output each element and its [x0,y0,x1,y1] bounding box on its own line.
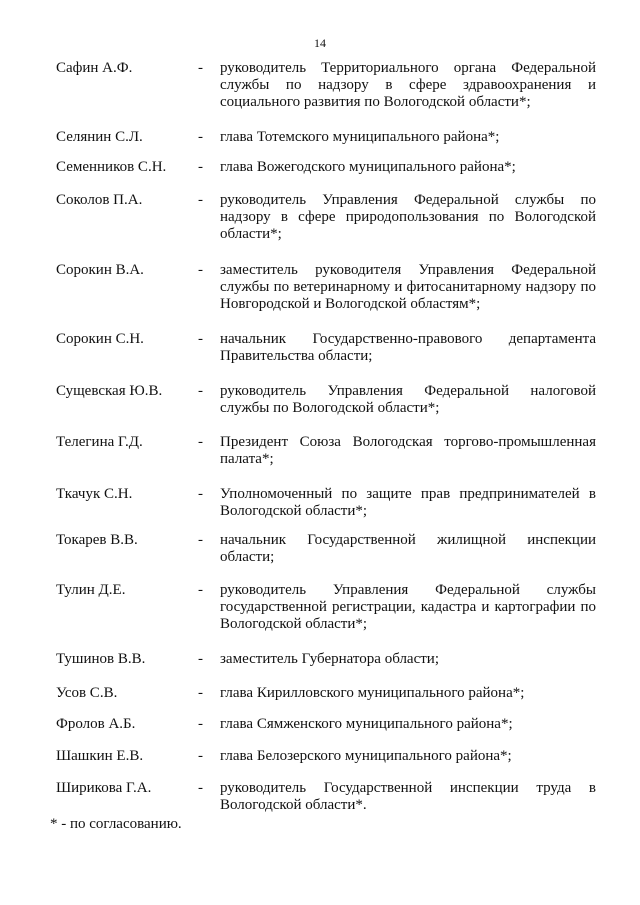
footnote: * - по согласованию. [50,816,182,832]
dash: - [198,486,203,502]
dash: - [198,582,203,598]
list-entry [56,582,616,633]
list-entry [56,486,616,520]
list-entry [56,651,616,668]
person-role: руководитель Государственной инспекции труда в Вологодской области*. [220,780,596,813]
person-name: Тулин Д.Е. [56,582,126,598]
person-role: глава Сямженского муниципального района*; [220,716,513,732]
person-role: заместитель руководителя Управления Федеральной службы по ветеринарному и фитосанитарному надзору по Новгородской и Вологодской областям*; [220,262,596,312]
person-role: руководитель Территориального органа Федеральной службы по надзору в сфере здравоохранения и социального развития по Вологодской области*; [220,60,596,110]
person-name: Телегина Г.Д. [56,434,143,450]
person-role: руководитель Управления Федеральной службы по надзору в сфере природопользования по Вологодской области*; [220,192,596,242]
dash: - [198,129,203,145]
list-entry [56,60,616,111]
person-role: глава Кирилловского муниципального района*; [220,685,525,701]
list-entry [56,532,616,566]
person-role: руководитель Управления Федеральной службы государственной регистрации, кадастра и картографии по Вологодской области*; [220,582,596,632]
person-name: Сорокин В.А. [56,262,144,278]
person-name: Сорокин С.Н. [56,331,144,347]
person-name: Сафин А.Ф. [56,60,133,76]
dash: - [198,159,203,175]
person-role: начальник Государственно-правового департамента Правительства области; [220,331,596,364]
person-role: Президент Союза Вологодская торгово-промышленная палата*; [220,434,596,467]
dash: - [198,192,203,208]
person-name: Селянин С.Л. [56,129,143,145]
person-role: руководитель Управления Федеральной налоговой службы по Вологодской области*; [220,383,596,416]
list-entry [56,716,616,733]
person-role: Уполномоченный по защите прав предпринимателей в Вологодской области*; [220,486,596,519]
person-role: глава Вожегодского муниципального района*; [220,159,516,175]
person-name: Токарев В.В. [56,532,138,548]
dash: - [198,262,203,278]
person-name: Соколов П.А. [56,192,143,208]
dash: - [198,383,203,399]
person-name: Шашкин Е.В. [56,748,144,764]
person-role: начальник Государственной жилищной инспекции области; [220,532,596,565]
list-entry [56,159,616,176]
person-name: Сущевская Ю.В. [56,383,163,399]
dash: - [198,60,203,76]
dash: - [198,780,203,796]
list-entry [56,262,616,313]
list-entry [56,383,616,417]
person-name: Фролов А.Б. [56,716,136,732]
list-entry [56,685,616,702]
person-name: Ширикова Г.А. [56,780,152,796]
person-name: Тушинов В.В. [56,651,146,667]
dash: - [198,685,203,701]
list-entry [56,192,616,243]
person-role: глава Белозерского муниципального района*; [220,748,512,764]
dash: - [198,651,203,667]
list-entry [56,434,616,468]
list-entry [56,780,616,814]
dash: - [198,748,203,764]
person-name: Усов С.В. [56,685,118,701]
dash: - [198,532,203,548]
person-name: Семенников С.Н. [56,159,167,175]
person-name: Ткачук С.Н. [56,486,133,502]
dash: - [198,716,203,732]
list-entry [56,129,616,146]
dash: - [198,331,203,347]
person-role: глава Тотемского муниципального района*; [220,129,500,145]
page-number: 14 [314,36,326,50]
list-entry [56,331,616,365]
person-role: заместитель Губернатора области; [220,651,440,667]
dash: - [198,434,203,450]
list-entry [56,748,616,765]
